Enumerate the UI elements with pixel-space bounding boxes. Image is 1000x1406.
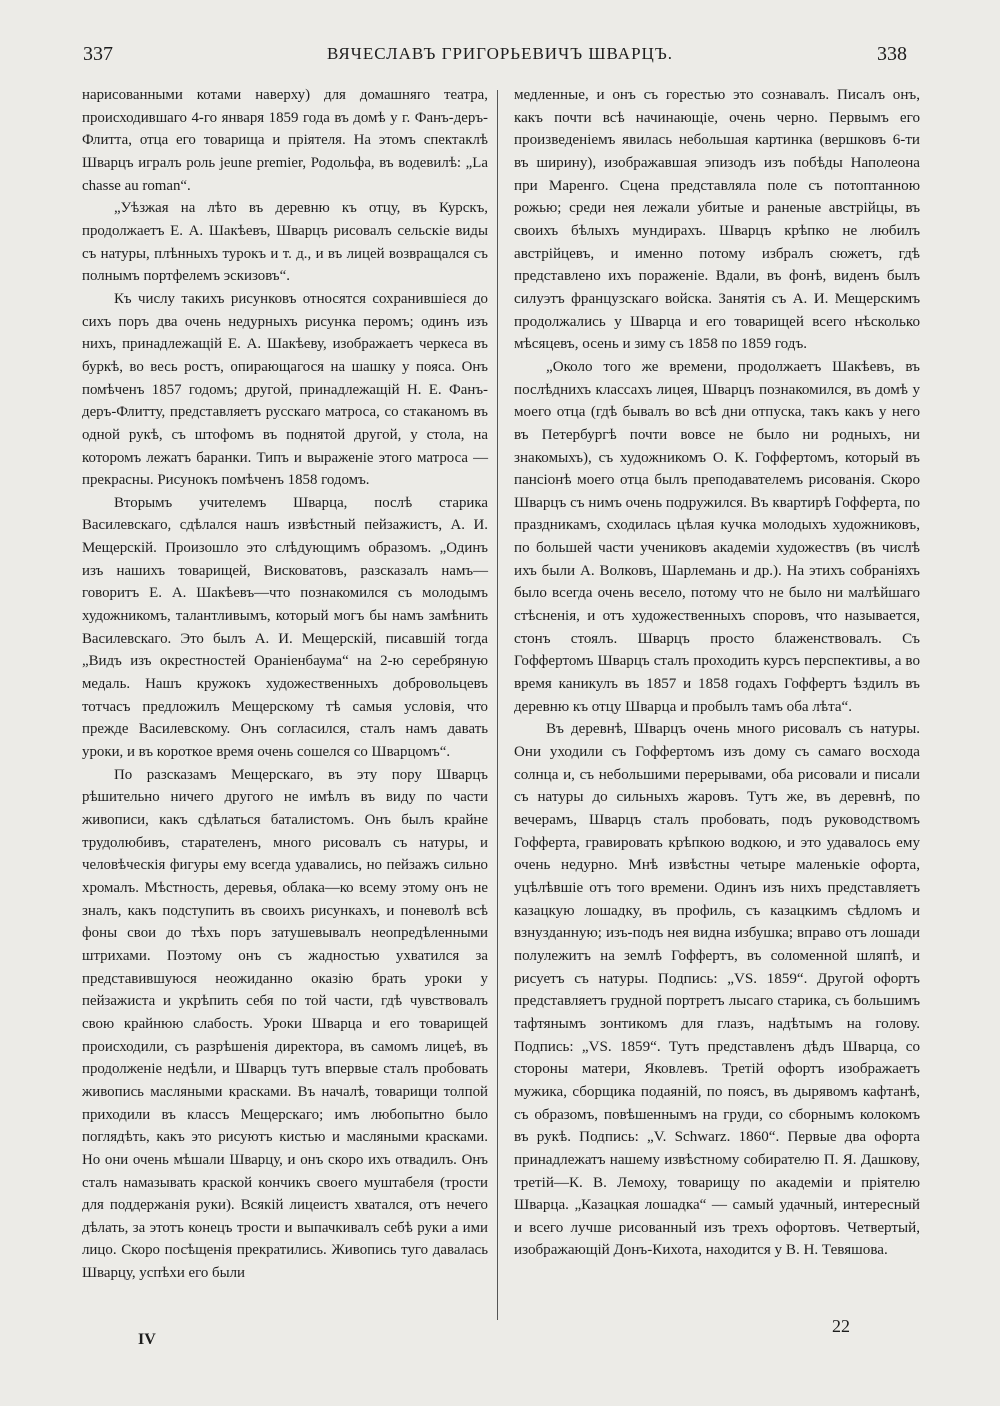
paragraph: По разсказамъ Мещерскаго, въ эту пору Шварцъ рѣшительно ничего другого не имѣлъ въ виду по части живописи, какъ сдѣлаться баталистомъ. Онъ былъ крайне трудолюбивъ, старателенъ, много рисовалъ съ натуры, и человѣческія фигуры ему всегда удавались, но пейзажъ сильно хромалъ. Мѣстность, деревья, облака—ко всему этому онъ не зналъ, какъ подступить въ своихъ рисункахъ, и поневолѣ всѣ фоны свои до тѣхъ поръ затушевывалъ неопредѣленными штрихами. Поэтому онъ съ жадностью ухватился за представившуюся неожиданно оказію брать уроки у пейзажиста и укрѣпить себя по той части, гдѣ чувствовалъ свою крайнюю слабость. Уроки Шварца и его товарищей происходили, съ разрѣшенія директора, въ самомъ лицеѣ, въ продолженіе недѣли, и Шварцъ тутъ впервые сталъ пробовать живопись масляными красками. Въ началѣ, товарищи толпой приходили въ классъ Мещерскаго; имъ любопытно было поглядѣть, какъ это рисуютъ кистью и масляными красками. Но они очень мѣшали Шварцу, и онъ скоро ихъ отвадилъ. Онъ сталъ намазывать краской кончикъ своего муштабеля (трости для поддержанія руки). Всякій лицеистъ хватался, отъ нечего дѣлать, за этотъ конецъ трости и выпачкивалъ себѣ руки а ими лицо. Скоро посѣщенія прекратились. Живопись туго давалась Шварцу, успѣхи его были [82,766,488,1282]
page-number-left: 337 [83,43,113,65]
sheet-number: 22 [832,1316,850,1336]
page-number-right: 338 [877,43,907,65]
paragraph: Къ числу такихъ рисунковъ относятся сохранившіеся до сихъ поръ два очень недурныхъ рисунка перомъ; одинъ изъ нихъ, принадлежащій Е. А. Шакѣеву, изображаетъ черкеса въ буркѣ, во весь ростъ, опирающагося на шашку у пояса. Онъ помѣченъ 1857 годомъ; другой, принадлежащій Н. Е. Фанъ-деръ-Флитту, представляетъ русскаго матроса, со стаканомъ въ одной рукѣ, съ штофомъ въ поднятой другой, у стола, на которомъ лежатъ баранки. Типъ и выраженіе этого матроса — прекрасны. Рисунокъ помѣченъ 1858 годомъ. [82,290,488,489]
left-column [82,84,488,1285]
paragraph: Вторымъ учителемъ Шварца, послѣ старика Василевскаго, сдѣлался нашъ извѣстный пейзажистъ, А. И. Мещерскій. Произошло это слѣдующимъ образомъ. „Одинъ изъ нашихъ товарищей, Висковатовъ, разсказалъ намъ—говоритъ Е. А. Шакѣевъ—что познакомился съ молодымъ художникомъ, талантливымъ, который могъ бы намъ замѣнить Василевскаго. Это былъ А. И. Мещерскій, писавшій тогда „Видъ изъ окрестностей Ораніенбаума“ на 2-ю серебряную медаль. Нашъ кружокъ художественныхъ добровольцевъ тотчасъ предложилъ Мещерскому тѣ самыя условія, что прежде Василевскому. Онъ согласился, сталъ намъ давать уроки, и въ короткое время очень сошелся со Шварцомъ“. [82,494,488,761]
paragraph: „Около того же времени, продолжаетъ Шакѣевъ, въ послѣднихъ классахъ лицея, Шварцъ познакомился, въ домѣ у моего отца (гдѣ бывалъ во всѣ дни отпуска, такъ какъ у него въ Петербургѣ почти вовсе не было ни родныхъ, ни знакомыхъ), съ художникомъ О. К. Гоффертомъ, который въ пансіонѣ моего отца былъ преподавателемъ рисованія. Скоро Шварцъ съ нимъ очень подружился. Въ квартирѣ Гофферта, по праздникамъ, сходилась цѣлая кучка молодыхъ художниковъ, по большей части учениковъ академіи художествъ (въ числѣ ихъ были А. Волковъ, Шарлемань и др.). На этихъ собраніяхъ было всегда очень весело, потому что не было ни малѣйшаго стѣсненія, и отъ художественныхъ споровъ, что называется, стонъ стоялъ. Шварцъ просто блаженствовалъ. Съ Гоффертомъ Шварцъ сталъ проходить курсъ перспективы, а во время каникулъ въ 1857 и 1858 годахъ Гоффертъ ѣздилъ въ деревню къ отцу Шварца и пробылъ тамъ оба лѣта“. [514,358,920,715]
running-title: ВЯЧЕСЛАВЪ ГРИГОРЬЕВИЧЪ ШВАРЦЪ. [326,44,674,63]
printer-signature: IV [138,1331,156,1348]
paragraph: „Уѣзжая на лѣто въ деревню къ отцу, въ Курскъ, продолжаетъ Е. А. Шакѣевъ, Шварцъ рисовалъ сельскіе виды съ натуры, плѣнныхъ турокъ и т. д., и въ лицей возвращался съ полнымъ портфелемъ эскизовъ“. [82,200,488,285]
paragraph: Въ деревнѣ, Шварцъ очень много рисовалъ съ натуры. Они уходили съ Гоффертомъ изъ дому съ самаго восхода солнца и, съ небольшими перерывами, оба рисовали и писали съ натуры до сильныхъ жаровъ. Тутъ же, въ деревнѣ, по вечерамъ, Шварцъ сталъ пробовать, подъ руководствомъ Гофферта, гравировать крѣпкою водкою, и это удавалось ему очень недурно. Мнѣ извѣстны четыре маленькіе офорта, уцѣлѣвшіе отъ того времени. Одинъ изъ нихъ представляетъ казацкую лошадку, въ профиль, съ казацкимъ сѣдломъ и взнузданную; изъ-подъ нея видна избушка; вправо отъ лошади полулежитъ на землѣ Гоффертъ, въ соломенной шляпѣ, и рисуетъ съ натуры. Подпись: „VS. 1859“. Другой офортъ представляетъ грудной портретъ лысаго старика, съ большимъ тафтянымъ зонтикомъ для глазъ, надѣтымъ на голову. Подпись: „VS. 1859“. Тутъ представленъ дѣдъ Шварца, со стороны матери, Яковлевъ. Третій офортъ изображаетъ мужика, сборщика подаяній, по поясъ, въ дырявомъ кафтанѣ, съ образомъ, повѣшеннымъ на груди, со сборнымъ колокомъ въ рукѣ. Подпись: „V. Schwarz. 1860“. Первые два офорта принадлежатъ нашему извѣстному собирателю П. Я. Дашкову, третій—К. В. Лемоху, товарищу по академіи и пріятелю Шварца. „Казацкая лошадка“ — самый удачный, интересный и всего лучше рисованный изъ трехъ офортовъ. Четвертый, изображающій Донъ-Кихота, находится у В. Н. Тевяшова. [514,721,920,1259]
paragraph: медленные, и онъ съ горестью это сознавалъ. Писалъ онъ, какъ почти всѣ начинающіе, очень черно. Первымъ его произведеніемъ явилась небольшая картинка (вершковъ 6-ти въ ширину), изображавшая эпизодъ изъ побѣды Наполеона при Маренго. Сцена представляла поле съ потоптанною рожью; среди нея лежали убитые и раненые австрійцы, въ своихъ бѣлыхъ мундирахъ. Шварцъ крѣпко не любилъ австрійцевъ, и именно потому избралъ сюжетъ, гдѣ представлено ихъ пораженіе. Вдали, въ фонѣ, виденъ былъ силуэтъ французскаго войска. Занятія съ А. И. Мещерскимъ продолжались у Шварца и его товарищей всего нѣсколько мѣсяцевъ, осень и зиму съ 1858 по 1859 годъ. [514,87,920,353]
right-column [514,84,920,1262]
column-divider [497,90,498,1320]
paragraph: нарисованными котами наверху) для домашняго театра, происходившаго 4-го января 1859 года въ домѣ у г. Фанъ-деръ-Флитта, отца его товарища и пріятеля. На этомъ спектаклѣ Шварцъ игралъ роль jeune premier, Родольфа, въ водевилѣ: „La chasse au roman“. [82,87,488,194]
